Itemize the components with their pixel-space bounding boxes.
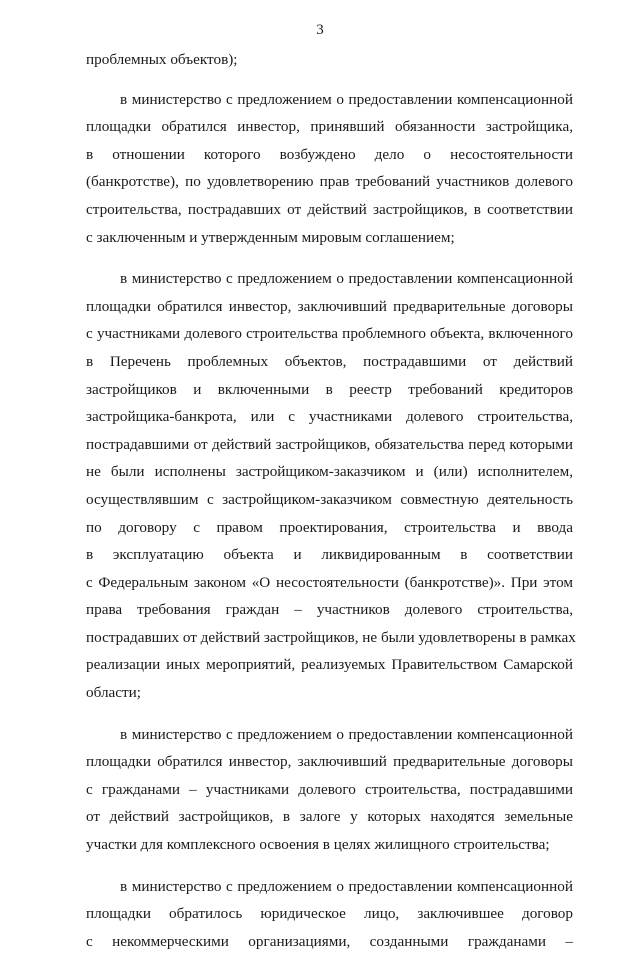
text-line: пострадавшими от действий застройщиков, обязательства перед которыми [86, 435, 573, 453]
text-line: в отношении которого возбуждено дело о несостоятельности [86, 145, 573, 163]
text-line: площадки обратился инвестор, заключивший предварительные договоры [86, 753, 573, 771]
text-line: в эксплуатацию объекта и ликвидированным в соответствии [86, 546, 573, 564]
paragraph [86, 46, 573, 74]
paragraph [86, 265, 576, 707]
text-line: в министерство с предложением о предоставлении компенсационной [120, 725, 573, 743]
paragraph [86, 86, 573, 252]
paragraph [86, 873, 573, 955]
text-line: от действий застройщиков, в залоге у которых находятся земельные [86, 808, 573, 826]
text-line: застройщиков и включенными в реестр требований кредиторов [86, 380, 573, 398]
text-line: с Федеральным законом «О несостоятельности (банкротстве)». При этом [86, 573, 573, 591]
text-line: не были исполнены застройщиком-заказчиком и (или) исполнителем, [86, 463, 573, 481]
text-line: в министерство с предложением о предоставлении компенсационной [120, 877, 573, 895]
text-line: строительства, пострадавших от действий застройщиков, в соответствии [86, 200, 573, 218]
text-line: реализации иных мероприятий, реализуемых Правительством Самарской [86, 656, 573, 674]
text-line: площадки обратился инвестор, принявший обязанности застройщика, [86, 118, 573, 136]
text-line: площадки обратилось юридическое лицо, заключившее договор [86, 905, 573, 923]
document-body [86, 46, 576, 955]
text-line: в министерство с предложением о предоставлении компенсационной [120, 90, 573, 108]
text-line: участки для комплексного освоения в целях жилищного строительства; [86, 836, 550, 854]
paragraph [86, 721, 573, 859]
text-line: области; [86, 684, 141, 702]
text-line: права требования граждан – участников долевого строительства, [86, 601, 573, 619]
text-line: в Перечень проблемных объектов, пострадавшими от действий [86, 352, 573, 370]
text-line: осуществлявшим с застройщиком-заказчиком совместную деятельность [86, 490, 573, 508]
text-line: с участниками долевого строительства проблемного объекта, включенного [86, 325, 573, 343]
text-line: с заключенным и утвержденным мировым соглашением; [86, 228, 455, 246]
text-line: с некоммерческими организациями, созданными гражданами – [86, 932, 573, 950]
text-line: в министерство с предложением о предоставлении компенсационной [120, 270, 573, 288]
text-line: проблемных объектов); [86, 51, 238, 68]
text-line: (банкротстве), по удовлетворению прав требований участников долевого [86, 173, 573, 191]
text-line: по договору с правом проектирования, строительства и ввода [86, 518, 573, 536]
text-line: пострадавших от действий застройщиков, не были удовлетворены в рамках [86, 628, 576, 646]
page-number: 3 [316, 22, 324, 38]
text-line: застройщика-банкрота, или с участниками долевого строительства, [86, 408, 573, 426]
text-line: площадки обратился инвестор, заключивший предварительные договоры [86, 297, 573, 315]
text-line: с гражданами – участниками долевого строительства, пострадавшими [86, 780, 573, 798]
